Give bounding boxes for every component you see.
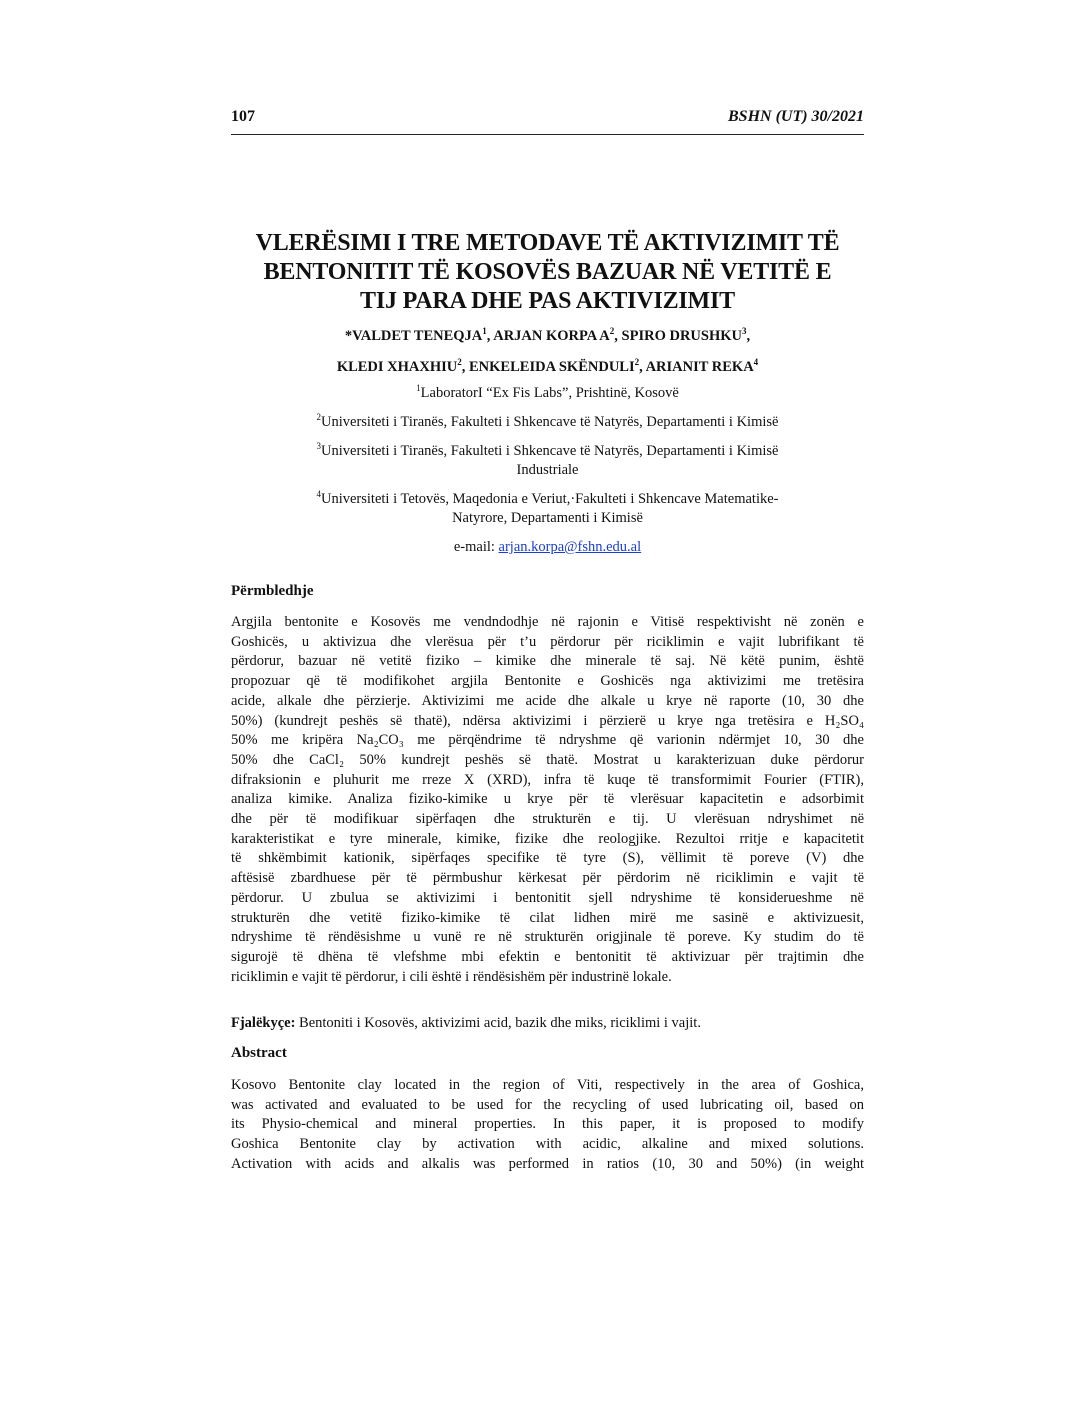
affiliation-mark: 1 — [416, 383, 421, 394]
author-separator: , — [746, 328, 751, 344]
author-affiliation-mark: 3 — [741, 326, 747, 337]
running-header — [231, 108, 864, 135]
paragraph-line: difraksionin e pluhurit me rreze X (XRD), infra të kuqe të transformimit Fourier (FTIR), — [231, 771, 864, 788]
paragraph-line: karakteristikat e tyre minerale, kimike, fizike dhe reologjike. Rezultoi rritje e kapacitetit — [231, 830, 864, 847]
affiliation-text: Universiteti i Tetovës, Maqedonia e Veriut,·Fakulteti i Shkencave Matematike- — [321, 491, 779, 507]
page-number: 107 — [231, 108, 255, 125]
author-affiliation-mark: 2 — [634, 357, 640, 368]
affiliation-mark: 2 — [316, 412, 322, 423]
paragraph-line: strukturën dhe vetitë fiziko-kimike të cilat lidhen mirë me sasinë e aktivizuesit, — [231, 909, 864, 926]
affiliation-text: Natyrore, Departamenti i Kimisë — [452, 510, 643, 526]
paragraph-line: 50% me kripëra Na₂CO₃ me përqëndrime të ndryshme që varionin ndërmjet 10, 30 dhe — [231, 732, 864, 749]
author-name: ARJAN KORPA A — [493, 328, 610, 344]
author-affiliation-mark: 2 — [609, 326, 615, 337]
author-line — [231, 321, 864, 352]
title-line: BENTONITIT TË KOSOVËS BAZUAR NË VETITË E — [263, 259, 832, 285]
paragraph-line: analiza kimike. Analiza fiziko-kimike u krye për të vlerësuar kapacitetin e adsorbimit — [231, 791, 864, 808]
author-affiliation-mark: 1 — [482, 326, 487, 337]
email-line — [231, 538, 864, 557]
author-separator: , — [486, 328, 494, 344]
author-line — [231, 352, 864, 383]
author-affiliation-mark: 4 — [753, 357, 759, 368]
affiliations — [231, 384, 864, 567]
author-name: *VALDET TENEQJA — [344, 328, 483, 344]
paragraph-line: dhe për të modifikuar sipërfaqen dhe strukturën e tij. U vlerësuan ndryshimet në — [231, 811, 864, 828]
paragraph-line: Argjila bentonite e Kosovës me vendndodhje në rajonin e Vitisë respektivisht në zonën e — [231, 614, 864, 630]
email-link[interactable]: arjan.korpa@fshn.edu.al — [498, 539, 642, 555]
journal-citation: BSHN (UT) 30/2021 — [728, 108, 864, 125]
affiliation-mark: 4 — [316, 489, 321, 500]
paragraph-line: its Physio-chemical and mineral properties. In this paper, it is proposed to modify — [231, 1116, 864, 1133]
author-separator: , — [639, 359, 646, 375]
affiliation-text: Universiteti i Tiranës, Fakulteti i Shkencave të Natyrës, Departamenti i Kimisë — [321, 443, 779, 459]
paragraph-line: ndryshime të rëndësishme u vunë re në strukturën origjinale të poreve. Ky studim do të — [231, 929, 864, 946]
author-list — [231, 321, 864, 383]
paragraph-line: was activated and evaluated to be used for the recycling of used lubricating oil, based on — [231, 1096, 864, 1113]
paragraph-line: 50% dhe CaCl₂ 50% kundrejt peshës së thatë. Mostrat u karakterizuan duke përdorur — [231, 751, 864, 768]
paragraph-line: Goshica Bentonite clay by activation with acidic, alkaline and mixed solutions. — [231, 1136, 864, 1153]
author-name: SPIRO DRUSHKU — [621, 328, 742, 344]
paragraph-line: Kosovo Bentonite clay located in the region of Viti, respectively in the area of Goshica, — [231, 1077, 864, 1093]
affiliation-text: Universiteti i Tiranës, Fakulteti i Shkencave të Natyrës, Departamenti i Kimisë — [321, 414, 779, 430]
keywords-text: Bentoniti i Kosovës, aktivizimi acid, bazik dhe miks, riciklimi i vajit. — [295, 1015, 701, 1031]
abstract-en-body — [231, 1076, 864, 1175]
title-line: VLERËSIMI I TRE METODAVE TË AKTIVIZIMIT TË — [255, 230, 840, 256]
paragraph-line: sigurojë të dhëna të vlefshme mbi efektin e bentonitit të aktivizuar për trajtimin dhe — [231, 948, 864, 965]
paragraph-line: Activation with acids and alkalis was performed in ratios (10, 30 and 50%) (in weight — [231, 1155, 864, 1172]
affiliation — [231, 384, 864, 403]
paragraph-line: 50%) (kundrejt peshës së thatë), ndërsa aktivizimi i përzierë u krye nga tretësira e H₂SO₄ — [231, 712, 864, 729]
abstract-sq-body — [231, 613, 864, 987]
email-label: e-mail: — [453, 539, 499, 555]
author-separator: , — [614, 328, 622, 344]
author-separator: , — [461, 359, 470, 375]
paragraph-line: propozuar që të modifikohet argjila Bentonite e Goshicës nga aktivizimi me tretësira — [231, 673, 864, 690]
affiliation — [231, 490, 864, 528]
paragraph-line: acide, alkale dhe përzierje. Aktivizimi me acide dhe alkale u krye në raporte (10, 30 dhe — [231, 692, 864, 709]
keywords-label: Fjalëkyçe: — [231, 1015, 296, 1031]
paragraph-line: riciklimin e vajit të përdorur, i cili është i rëndësishëm për industrinë lokale. — [231, 968, 672, 985]
affiliation — [231, 413, 864, 432]
paragraph-line: të shkëmbimit kationik, sipërfaqes specifike të tyre (S), vëllimit të poreve (V) dhe — [231, 850, 864, 867]
author-affiliation-mark: 2 — [457, 357, 462, 368]
author-name: ARIANIT REKA — [645, 359, 754, 375]
abstract-en-heading: Abstract — [231, 1045, 287, 1061]
paragraph-line: Goshicës, u aktivizua dhe vlerësua për t’u përdorur për riciklimin e vajit lubrifikant të — [231, 633, 864, 650]
affiliation — [231, 442, 864, 480]
keywords — [231, 1015, 864, 1032]
paragraph-line: aftësisë zbardhuese për të përmbushur kërkesat për përdorim në riciklimin e vajit të — [231, 870, 864, 887]
affiliation-mark: 3 — [316, 441, 322, 452]
paper-title — [231, 229, 864, 316]
paragraph-line: përdorur. U zbulua se aktivizimi i bentonitit sjell ndryshime të konsiderueshme në — [231, 889, 864, 906]
title-line: TIJ PARA DHE PAS AKTIVIZIMIT — [360, 288, 735, 314]
affiliation-text: LaboratorI “Ex Fis Labs”, Prishtinë, Kosovë — [420, 385, 679, 401]
paragraph-line: përdorur, bazuar në vetitë fiziko – kimike dhe minerale të saj. Në këtë punim, është — [231, 653, 864, 670]
abstract-sq-heading: Përmbledhje — [231, 583, 314, 599]
author-name: KLEDI XHAXHIU — [336, 359, 458, 375]
author-name: ENKELEIDA SKËNDULI — [469, 359, 635, 375]
affiliation-text: Industriale — [516, 462, 579, 478]
